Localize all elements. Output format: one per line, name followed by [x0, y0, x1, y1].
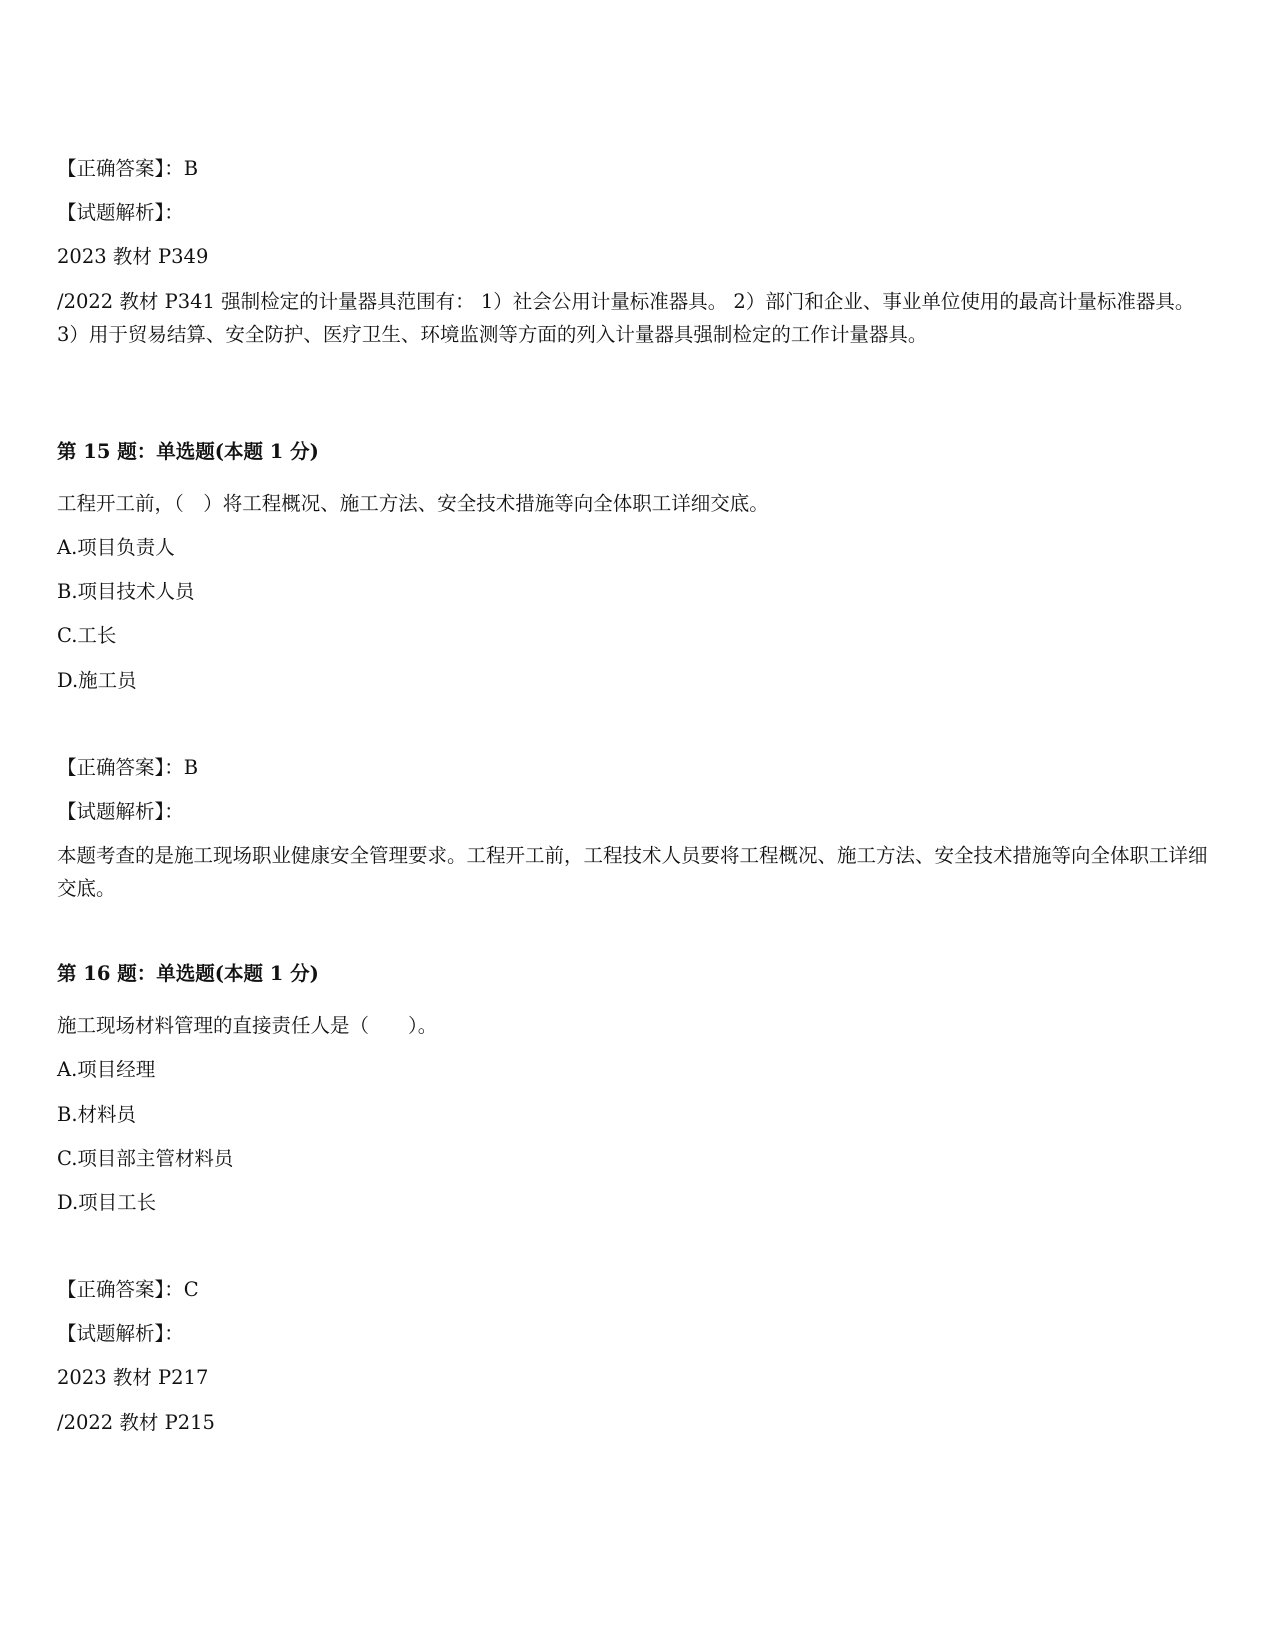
- q15-option-b: B.项目技术人员: [57, 580, 195, 603]
- q16-analysis-label: 【试题解析】：: [57, 1322, 184, 1345]
- q15-correct-answer: 【正确答案】：B: [57, 756, 199, 779]
- q15-analysis: 本题考查的是施工现场职业健康安全管理要求。工程开工前，工程技术人员要将工程概况、施工方法、安全技术措施等向全体职工详细交底。: [57, 844, 1208, 900]
- q16-option-a: A.项目经理: [57, 1058, 156, 1081]
- q16-option-c: C.项目部主管材料员: [57, 1147, 234, 1170]
- q16-analysis-line-1: 2023 教材 P217: [57, 1366, 209, 1389]
- q15-title: 第 15 题：单选题(本题 1 分): [57, 440, 319, 463]
- q14-correct-answer: 【正确答案】：B: [57, 157, 199, 180]
- q16-option-b: B.材料员: [57, 1103, 137, 1126]
- q15-option-d: D.施工员: [57, 669, 137, 692]
- q14-analysis-label: 【试题解析】：: [57, 201, 184, 224]
- q16-analysis-line-2: /2022 教材 P215: [57, 1411, 215, 1434]
- q16-option-d: D.项目工长: [57, 1191, 157, 1214]
- q15-option-c: C.工长: [57, 624, 117, 647]
- q14-analysis-paragraph: /2022 教材 P341 强制检定的计量器具范围有： 1）社会公用计量标准器具。 2）部门和企业、事业单位使用的最高计量标准器具。 3）用于贸易结算、安全防护、医疗卫生、环境监测等方面的列入计量器具强制检定的工作计量器具。: [57, 290, 1195, 346]
- q16-question: 施工现场材料管理的直接责任人是（ ）。: [57, 1014, 438, 1037]
- q15-question: 工程开工前，（ ）将工程概况、施工方法、安全技术措施等向全体职工详细交底。: [57, 492, 769, 515]
- q14-analysis-line-1: 2023 教材 P349: [57, 245, 209, 268]
- q16-correct-answer: 【正确答案】：C: [57, 1278, 199, 1301]
- q15-analysis-label: 【试题解析】：: [57, 800, 184, 823]
- q16-title: 第 16 题：单选题(本题 1 分): [57, 962, 319, 985]
- q15-option-a: A.项目负责人: [57, 536, 175, 559]
